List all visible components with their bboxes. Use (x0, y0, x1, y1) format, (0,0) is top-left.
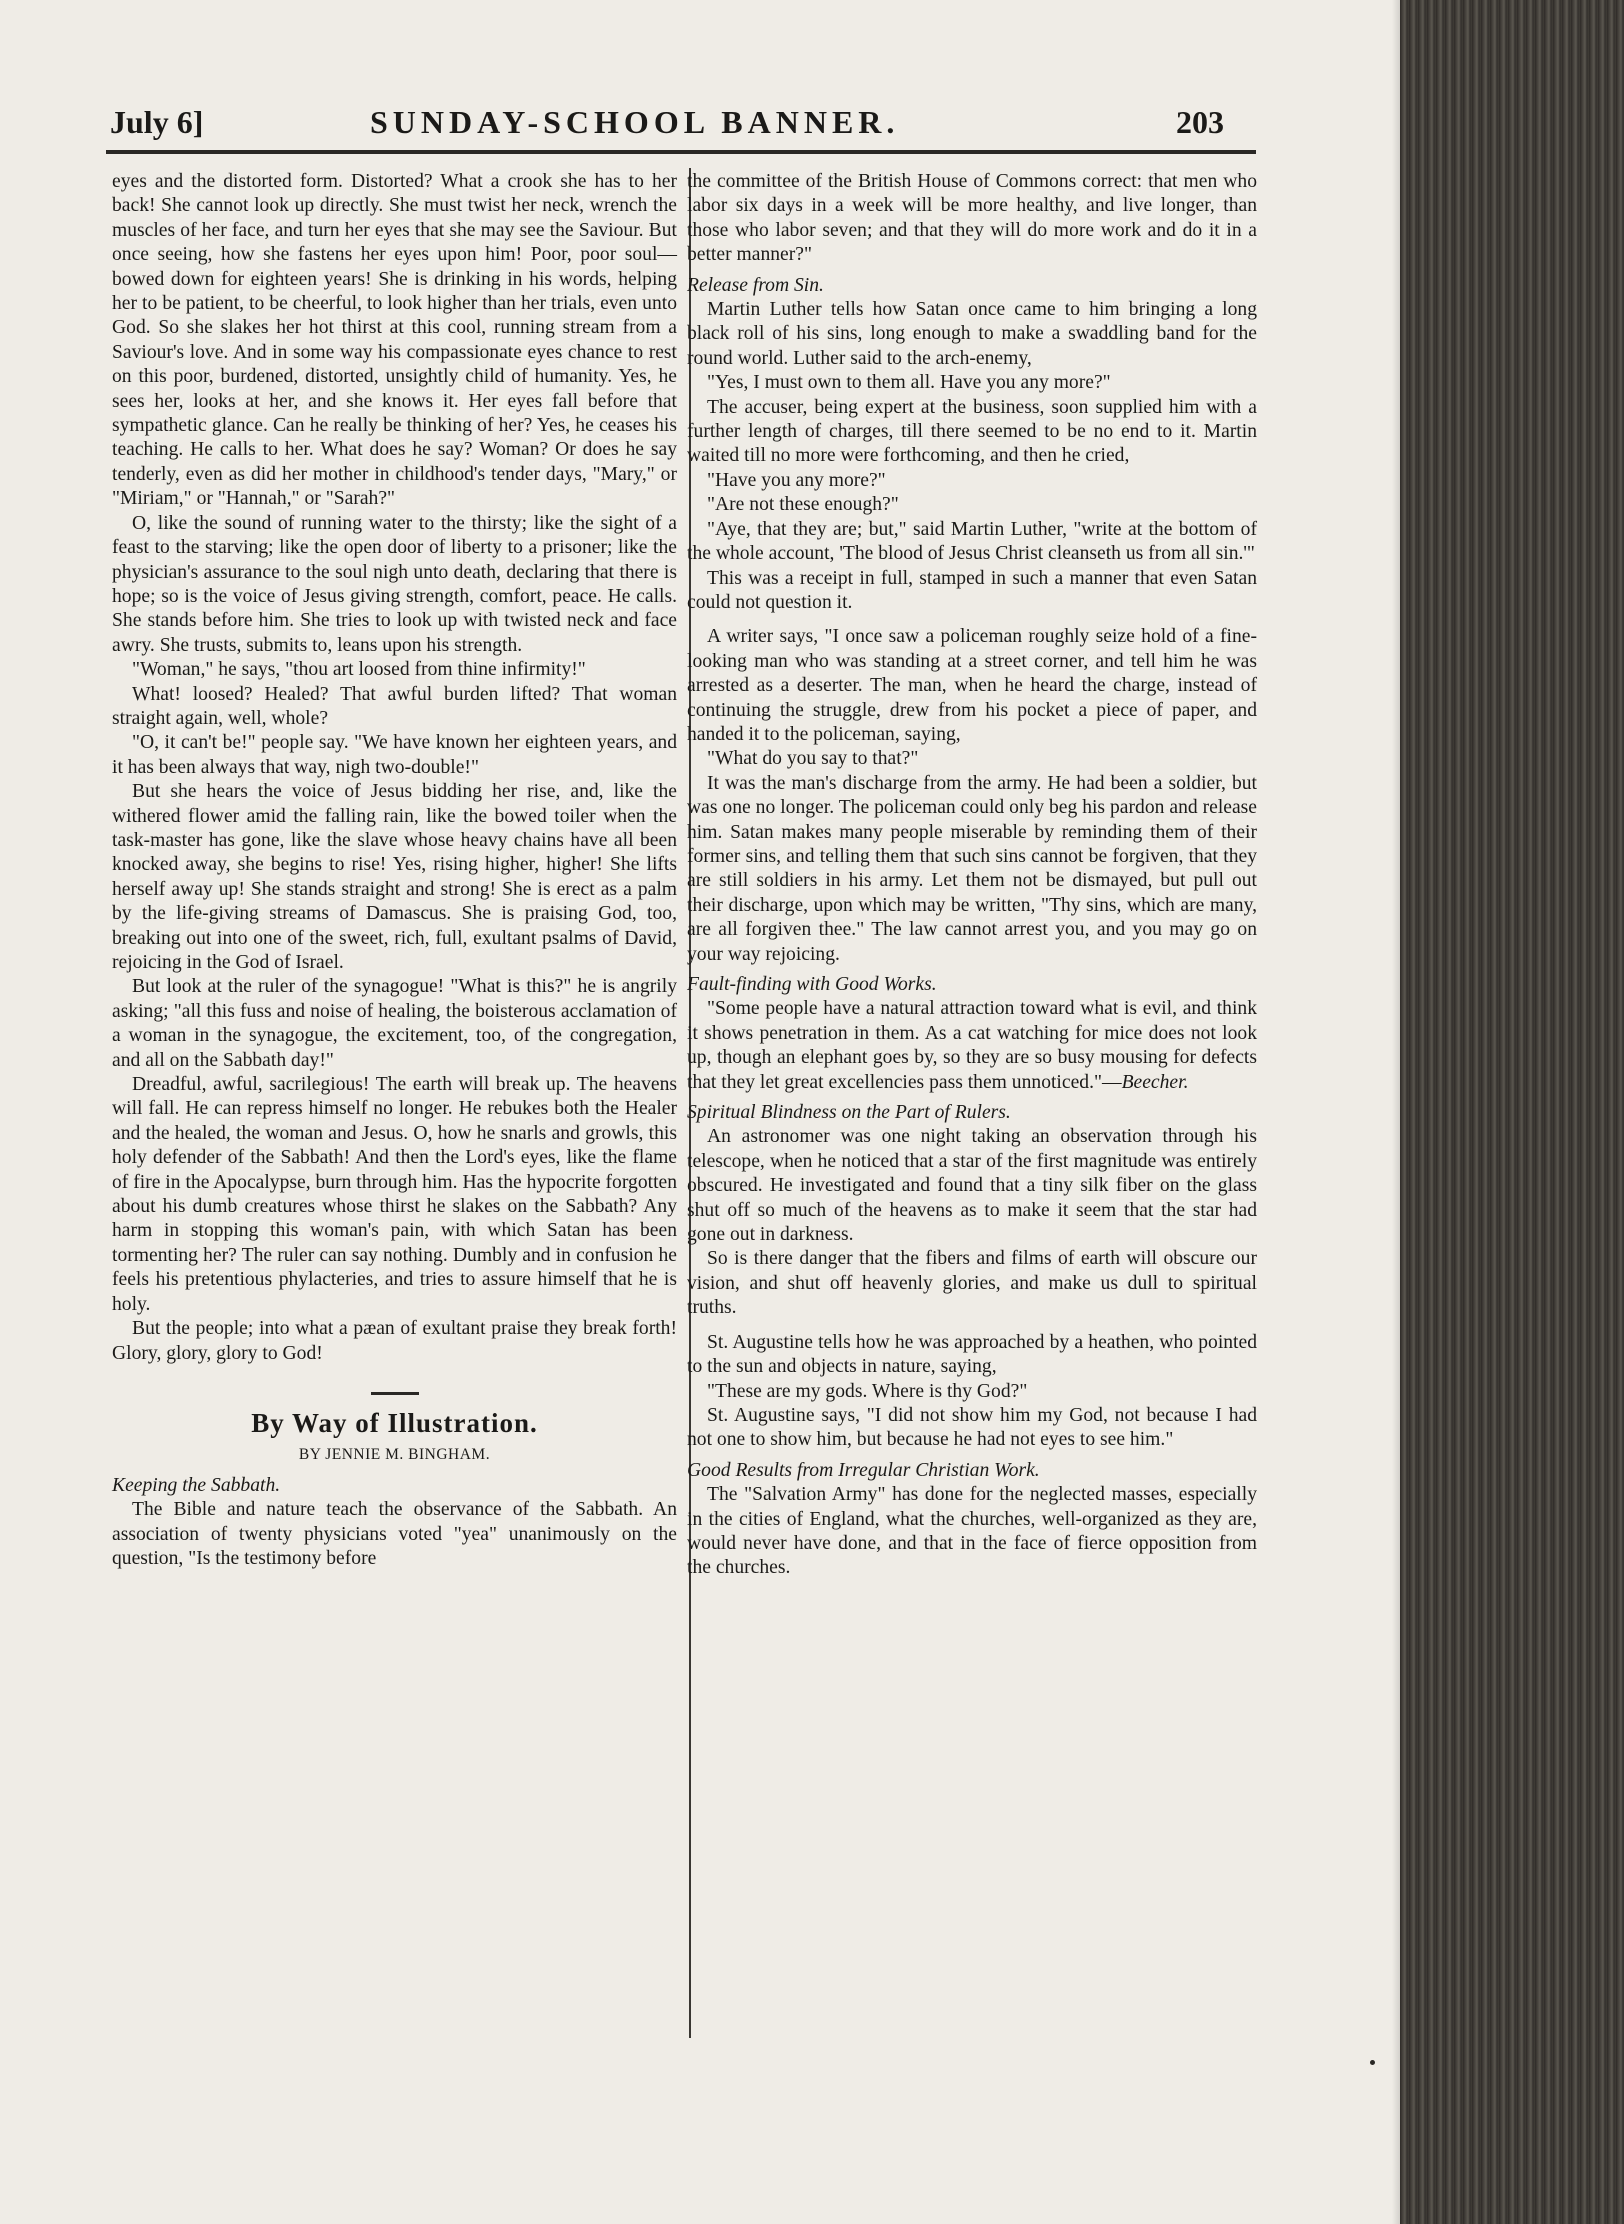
page-edges (1400, 0, 1624, 2224)
paragraph: What! loosed? Healed? That awful burden lifted? That woman straight again, well, whole? (112, 683, 677, 729)
paragraph: But she hears the voice of Jesus bidding her rise, and, like the withered flower amid the falling rain, like the bowed toiler when the task-master has gone, like the slave whose heavy chains have all been knocked away, she begins to rise! Yes, rising higher, higher! She lifts herself away up! She stands straight and strong! She is erect as a palm by the life-giving streams of Damascus. She is praising God, too, breaking out into one of the sweet, rich, full, exultant psalms of David, rejoicing in the God of Israel. (112, 781, 677, 973)
header-rule (106, 150, 1256, 154)
paragraph: But look at the ruler of the synagogue! "What is this?" he is angrily asking; "all this fuss and noise of healing, the boisterous acclamation of a woman in the synagogue, the excitement, too, of the congregation, and all on the Sabbath day!" (112, 976, 677, 1071)
section-byline: BY JENNIE M. BINGHAM. (298, 1446, 491, 1464)
paragraph: Martin Luther tells how Satan once came to him bringing a long black roll of his sins, long enough to make a swaddling band for the round world. Luther said to the arch-enemy, (687, 299, 1257, 369)
paragraph: A writer says, "I once saw a policeman roughly seize hold of a fine-looking man who was standing at a street corner, and tell him he was arrested as a deserter. The man, when he heard the charge, instead of continuing the struggle, drew from his pocket a piece of paper, and handed it to the policeman, saying, (687, 626, 1257, 745)
paragraph: the committee of the British House of Commons correct: that men who labor six days in a week will be more healthy, and live longer, than those who labor seven; and that they will do more work and do it in a better manner?" (687, 171, 1257, 266)
paragraph: The accuser, being expert at the business, soon supplied him with a further length of charges, till there seemed to be no end to it. Martin waited till no more were forthcoming, and then he cried, (687, 396, 1257, 467)
paragraph: St. Augustine says, "I did not show him my God, not because I had not one to show him, but because he had not eyes to see him." (687, 1404, 1257, 1451)
paragraph: So is there danger that the fibers and films of earth will obscure our vision, and shut off heavenly glories, and make us dull to spiritual truths. (687, 1248, 1257, 1319)
paragraph: "O, it can't be!" people say. "We have known her eighteen years, and it has been always that way, nigh two-double!" (112, 732, 677, 778)
paragraph: It was the man's discharge from the army. He had been a soldier, but was one no longer. The policeman could only beg his pardon and release him. Satan makes many people miserable by reminding them of their former sins, and telling them that such sins cannot be forgiven, that they are still soldiers in his army. Let them not be dismayed, but pull out their discharge, upon which may be written, "Thy sins, which are many, are all forgiven thee." The law cannot arrest you, and you may go on your way rejoicing. (687, 772, 1257, 965)
left-column (112, 170, 677, 1571)
paragraph: This was a receipt in full, stamped in such a manner that even Satan could not question it. (687, 567, 1257, 613)
section-divider (371, 1392, 419, 1395)
paragraph: "These are my gods. Where is thy God?" (707, 1380, 1028, 1402)
paragraph: An astronomer was one night taking an observation through his telescope, when he noticed that a star of the first magnitude was entirely obscured. He investigated and found that a tiny silk fiber on the glass shut off so much of the heavens as to make it seem that the star had gone out in darkness. (687, 1126, 1257, 1246)
ink-spot (1370, 2060, 1375, 2065)
quote-attribution: Beecher. (1121, 1071, 1189, 1093)
paragraph: "Woman," he says, "thou art loosed from thine infirmity!" (132, 659, 586, 681)
paragraph: "Aye, that they are; but," said Martin Luther, "write at the bottom of the whole account, 'The blood of Jesus Christ cleanseth us from all sin.'" (687, 518, 1257, 565)
paragraph: "Are not these enough?" (707, 494, 899, 516)
right-column (687, 170, 1257, 1581)
paragraph: The "Salvation Army" has done for the neglected masses, especially in the cities of England, what the churches, well-organized as they are, would never have done, and that in the face of fierce opposition from the churches. (687, 1484, 1257, 1579)
paragraph: "Have you any more?" (707, 469, 886, 491)
publication-title: SUNDAY-SCHOOL BANNER. (370, 104, 900, 140)
page-number: 203 (1176, 104, 1224, 140)
subheading: Spiritual Blindness on the Part of Rulers. (687, 1102, 1011, 1124)
subheading: Good Results from Irregular Christian Work. (687, 1459, 1040, 1481)
paragraph: But the people; into what a pæan of exultant praise they break forth! Glory, glory, glory to God! (112, 1318, 677, 1364)
subheading: Release from Sin. (687, 274, 824, 296)
issue-date: July 6] (110, 104, 204, 140)
paragraph: "Yes, I must own to them all. Have you any more?" (707, 372, 1111, 394)
paragraph (687, 997, 1257, 1095)
paragraph: The Bible and nature teach the observance of the Sabbath. An association of twenty physicians voted "yea" unanimously on the question, "Is the testimony before (112, 1499, 677, 1569)
quote-text: "Some people have a natural attraction toward what is evil, and think it shows penetration in them. As a cat watching for mice does not look up, though an elephant goes by, so they are so busy mousing for defects that they let great excellencies pass them unnoticed."— (687, 998, 1257, 1093)
paragraph: eyes and the distorted form. Distorted? What a crook she has to her back! She cannot look up directly. She must twist her neck, wrench the muscles of her face, and turn her eyes that she may see the Saviour. But once seeing, how she fastens her eyes upon him! Poor, poor soul—bowed down for eighteen years! She is drinking in his words, helping her to be patient, to be cheerful, to look higher than her trials, even unto God. So she slakes her hot thirst at this cool, running stream from a Saviour's love. And in some way his compassionate eyes chance to rest on this poor, burdened, distorted, unsightly child of humanity. Yes, he sees her, looks at her, and she knows it. Her eyes fall before that sympathetic glance. Can he really be thinking of her? Yes, he ceases his teaching. He calls to her. What does he say? Woman? Or does he say tenderly, even as did her mother in childhood's tender days, "Mary," or "Miriam," or "Hannah," or "Sarah?" (112, 171, 677, 510)
paragraph: "What do you say to that?" (707, 748, 919, 770)
paragraph: Dreadful, awful, sacrilegious! The earth will break up. The heavens will fall. He can repress himself no longer. He rebukes both the Healer and the healed, the woman and Jesus. O, how he snarls and growls, this holy defender of the Sabbath! And then the Lord's eyes, like the flame of fire in the Apocalypse, burn through him. Has the hypocrite forgotten about his dumb creatures whose thirst he slakes on the Sabbath? Any harm in stopping this woman's pain, with which Satan has been tormenting her? The ruler can say nothing. Dumbly and in confusion he feels his pretentious phylacteries, and tries to assure himself that he is holy. (112, 1074, 678, 1315)
subheading: Keeping the Sabbath. (112, 1474, 281, 1496)
paragraph: O, like the sound of running water to the thirsty; like the sight of a feast to the starving; like the open door of liberty to a prisoner; like the physician's assurance to the soul nigh unto death, declaring that there is hope; so is the voice of Jesus giving strength, comfort, peace. He calls. She stands before him. She tries to look up with twisted neck and face awry. She trusts, submits to, leans upon his strength. (112, 512, 677, 656)
subheading: Fault-finding with Good Works. (687, 974, 937, 995)
section-title: By Way of Illustration. (251, 1407, 538, 1438)
paragraph: St. Augustine tells how he was approached by a heathen, who pointed to the sun and objects in nature, saying, (687, 1331, 1257, 1378)
